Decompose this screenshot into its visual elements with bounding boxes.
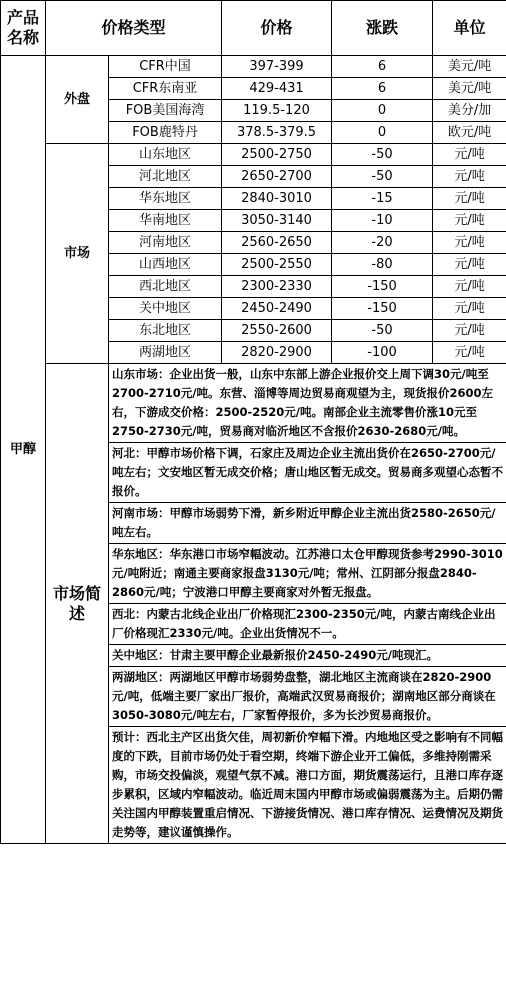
cell-unit: 元/吨 — [433, 320, 506, 342]
summary-paragraph: 两湖地区：两湖地区甲醇市场弱势盘整，湖北地区主流商谈在2820-2900元/吨，低端主要厂家出厂报价，高端武汉贸易商报价；湖南地区部分商谈在3050-3080元/吨左右，厂家暂停报价，多为长沙贸易商报价。 — [109, 667, 506, 727]
summary-paragraph: 河南市场：甲醇市场弱势下滑，新乡附近甲醇企业主流出货2580-2650元/吨左右。 — [109, 503, 506, 544]
product-name: 甲醇 — [1, 56, 46, 844]
group-external: 外盘 — [46, 56, 109, 144]
cell-unit: 美元/吨 — [433, 78, 506, 100]
cell-change: 0 — [332, 122, 433, 144]
summary-paragraph: 西北：内蒙古北线企业出厂价格现汇2300-2350元/吨，内蒙古南线企业出厂价格现汇2330元/吨。企业出货情况不一。 — [109, 604, 506, 645]
cell-unit: 元/吨 — [433, 144, 506, 166]
cell-type: 山东地区 — [109, 144, 222, 166]
cell-unit: 美元/吨 — [433, 56, 506, 78]
cell-change: -50 — [332, 320, 433, 342]
cell-change: 6 — [332, 78, 433, 100]
cell-price: 2560-2650 — [222, 232, 332, 254]
cell-type: FOB美国海湾 — [109, 100, 222, 122]
table-row — [1, 56, 506, 78]
cell-price: 397-399 — [222, 56, 332, 78]
cell-type: 两湖地区 — [109, 342, 222, 364]
cell-type: 东北地区 — [109, 320, 222, 342]
summary-row — [1, 364, 506, 443]
cell-change: -150 — [332, 298, 433, 320]
group-summary-line1: 市场简 — [52, 583, 101, 603]
header-price: 价格 — [222, 1, 332, 56]
summary-paragraph: 关中地区：甘肃主要甲醇企业最新报价2450-2490元/吨现汇。 — [109, 645, 506, 667]
cell-price: 378.5-379.5 — [222, 122, 332, 144]
summary-paragraph: 华东地区：华东港口市场窄幅波动。江苏港口太仓甲醇现货参考2990-3010元/吨附近；南通主要商家报盘3130元/吨；常州、江阴部分报盘2840-2860元/吨；宁波港口甲醇主要商家对外暂无报盘。 — [109, 544, 506, 604]
summary-paragraph: 河北：甲醇市场价格下调，石家庄及周边企业主流出货价在2650-2700元/吨左右；文安地区暂无成交价格；唐山地区暂无成交。贸易商多观望心态暂不报价。 — [109, 443, 506, 503]
cell-price: 2500-2750 — [222, 144, 332, 166]
cell-type: 西北地区 — [109, 276, 222, 298]
cell-price: 2650-2700 — [222, 166, 332, 188]
group-summary-line2: 述 — [68, 603, 85, 623]
header-change: 涨跌 — [332, 1, 433, 56]
cell-price: 119.5-120 — [222, 100, 332, 122]
cell-unit: 欧元/吨 — [433, 122, 506, 144]
cell-type: 华南地区 — [109, 210, 222, 232]
cell-change: -20 — [332, 232, 433, 254]
group-market: 市场 — [46, 144, 109, 364]
cell-unit: 元/吨 — [433, 210, 506, 232]
cell-change: -50 — [332, 144, 433, 166]
cell-change: -15 — [332, 188, 433, 210]
cell-price: 2550-2600 — [222, 320, 332, 342]
cell-type: 华东地区 — [109, 188, 222, 210]
cell-unit: 元/吨 — [433, 298, 506, 320]
cell-type: 关中地区 — [109, 298, 222, 320]
cell-type: CFR东南亚 — [109, 78, 222, 100]
cell-change: -10 — [332, 210, 433, 232]
cell-unit: 元/吨 — [433, 166, 506, 188]
cell-change: 6 — [332, 56, 433, 78]
table-row — [1, 144, 506, 166]
cell-change: -100 — [332, 342, 433, 364]
cell-type: 河北地区 — [109, 166, 222, 188]
cell-price: 429-431 — [222, 78, 332, 100]
cell-price: 2300-2330 — [222, 276, 332, 298]
cell-price: 2820-2900 — [222, 342, 332, 364]
cell-price: 2840-3010 — [222, 188, 332, 210]
cell-type: 山西地区 — [109, 254, 222, 276]
cell-unit: 美分/加 — [433, 100, 506, 122]
header-product: 产品 名称 — [1, 1, 46, 56]
cell-unit: 元/吨 — [433, 254, 506, 276]
cell-change: -50 — [332, 166, 433, 188]
cell-unit: 元/吨 — [433, 232, 506, 254]
header-unit: 单位 — [433, 1, 506, 56]
cell-price: 3050-3140 — [222, 210, 332, 232]
cell-price: 2500-2550 — [222, 254, 332, 276]
cell-type: CFR中国 — [109, 56, 222, 78]
cell-price: 2450-2490 — [222, 298, 332, 320]
summary-paragraph: 山东市场：企业出货一般，山东中东部上游企业报价交上周下调30元/吨至2700-2710元/吨。东营、淄博等周边贸易商观望为主，现货报价2600左右，下游成交价格：2500-2520元/吨。南部企业主流零售价涨10元至 2750-2730元/吨，贸易商对临沂地区不含报价2630-2680元/吨。 — [109, 364, 506, 443]
cell-type: 河南地区 — [109, 232, 222, 254]
cell-change: 0 — [332, 100, 433, 122]
header-price-type: 价格类型 — [46, 1, 222, 56]
cell-change: -150 — [332, 276, 433, 298]
summary-paragraph: 预计：西北主产区出货欠佳，周初新价窄幅下滑。内地地区受之影响有不同幅度的下跌，目前市场仍处于看空期，终端下游企业开工偏低，多维持刚需采购，市场交投偏淡，观望气氛不减。港口方面，期货震荡运行，且港口库存逐步累积，区域内窄幅波动。临近周末国内甲醇市场或偏弱震荡为主。后期仍需关注国内甲醇装置重启情况、下游接货情况、港口库存情况、运费情况及期货走势等，建议谨慎操作。 — [109, 727, 506, 844]
header-row — [1, 1, 506, 56]
cell-unit: 元/吨 — [433, 276, 506, 298]
cell-change: -80 — [332, 254, 433, 276]
cell-type: FOB鹿特丹 — [109, 122, 222, 144]
cell-unit: 元/吨 — [433, 342, 506, 364]
group-summary — [46, 364, 109, 844]
cell-unit: 元/吨 — [433, 188, 506, 210]
